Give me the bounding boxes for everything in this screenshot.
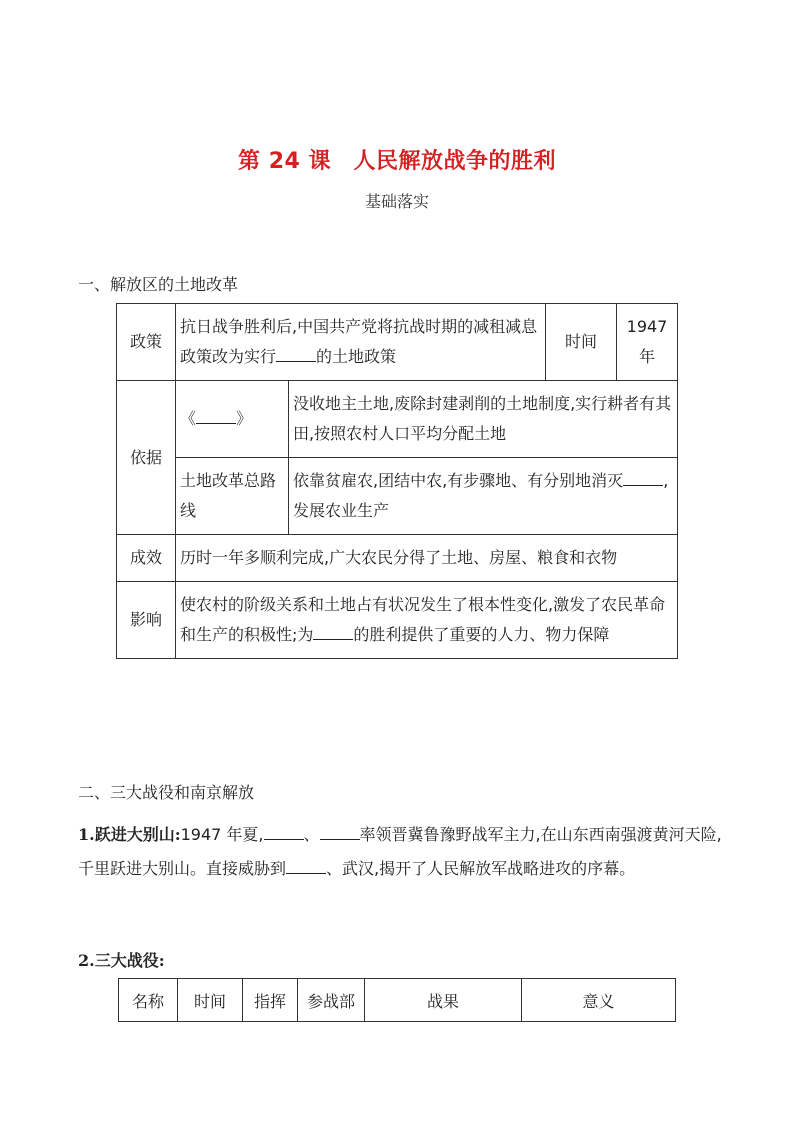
table-row [117, 458, 678, 535]
item-1-text-c: 率领晋冀鲁豫野战军主力,在山东西南强渡黄河天险,千里跃进大别山。直接威胁到 [78, 825, 722, 878]
effect-label: 成效 [117, 535, 176, 582]
policy-text-a: 抗日战争胜利后,中国共产党将抗战时期的减租减息政策改为实行 [180, 317, 538, 366]
table-header-row [119, 979, 676, 1022]
blank-field[interactable] [623, 484, 663, 486]
item-1-text-a: 1947 年夏, [180, 825, 264, 844]
policy-text-b: 的土地政策 [316, 347, 397, 366]
line-label: 土地改革总路线 [176, 458, 289, 535]
table-row [117, 535, 678, 582]
page-title: 第 24 课 人民解放战争的胜利 [238, 149, 556, 174]
blank-field[interactable] [196, 422, 236, 424]
table-row [117, 582, 678, 659]
policy-cell [176, 304, 546, 381]
land-reform-table [116, 303, 678, 659]
battles-table [118, 978, 676, 1022]
impact-cell [176, 582, 678, 659]
impact-text-b: 的胜利提供了重要的人力、物力保障 [353, 625, 610, 644]
time-value: 1947 年 [617, 304, 678, 381]
blank-field[interactable] [320, 838, 360, 840]
impact-label: 影响 [117, 582, 176, 659]
item-1-paragraph [78, 818, 724, 886]
table-row [117, 381, 678, 458]
basis-doc-cell [176, 381, 289, 458]
table-row [117, 304, 678, 381]
header-name: 名称 [119, 979, 178, 1022]
impact-text-a: 使农村的阶级关系和土地占有状况发生了根本性变化,激发了农民革命和生产的积极性;为 [180, 595, 666, 644]
blank-field[interactable] [264, 838, 304, 840]
bracket-open: 《 [180, 409, 197, 428]
time-label: 时间 [546, 304, 617, 381]
header-significance: 意义 [522, 979, 676, 1022]
bracket-close: 》 [236, 409, 253, 428]
header-forces: 参战部 [298, 979, 365, 1022]
blank-field[interactable] [313, 638, 353, 640]
item-2-title: 2.三大战役: [78, 951, 165, 970]
line-text-b: ,发展农业生产 [293, 471, 669, 520]
basis-label: 依据 [117, 381, 176, 535]
policy-label: 政策 [117, 304, 176, 381]
section-2-heading: 二、三大战役和南京解放 [78, 783, 255, 802]
section-1-heading: 一、解放区的土地改革 [78, 275, 239, 294]
header-result: 战果 [365, 979, 522, 1022]
page-subtitle: 基础落实 [364, 192, 429, 211]
header-time: 时间 [178, 979, 243, 1022]
blank-field[interactable] [286, 872, 326, 874]
item-1-text-b: 、 [303, 825, 320, 844]
item-1-title: 1.跃进大别山: [78, 825, 181, 844]
line-text-a: 依靠贫雇农,团结中农,有步骤地、有分别地消灭 [293, 471, 624, 490]
line-cell [289, 458, 678, 535]
basis-doc-text: 没收地主土地,废除封建剥削的土地制度,实行耕者有其田,按照农村人口平均分配土地 [289, 381, 678, 458]
item-1-text-d: 、武汉,揭开了人民解放军战略进攻的序幕。 [326, 859, 636, 878]
blank-field[interactable] [276, 360, 316, 362]
header-commander: 指挥 [243, 979, 298, 1022]
effect-text: 历时一年多顺利完成,广大农民分得了土地、房屋、粮食和衣物 [176, 535, 678, 582]
